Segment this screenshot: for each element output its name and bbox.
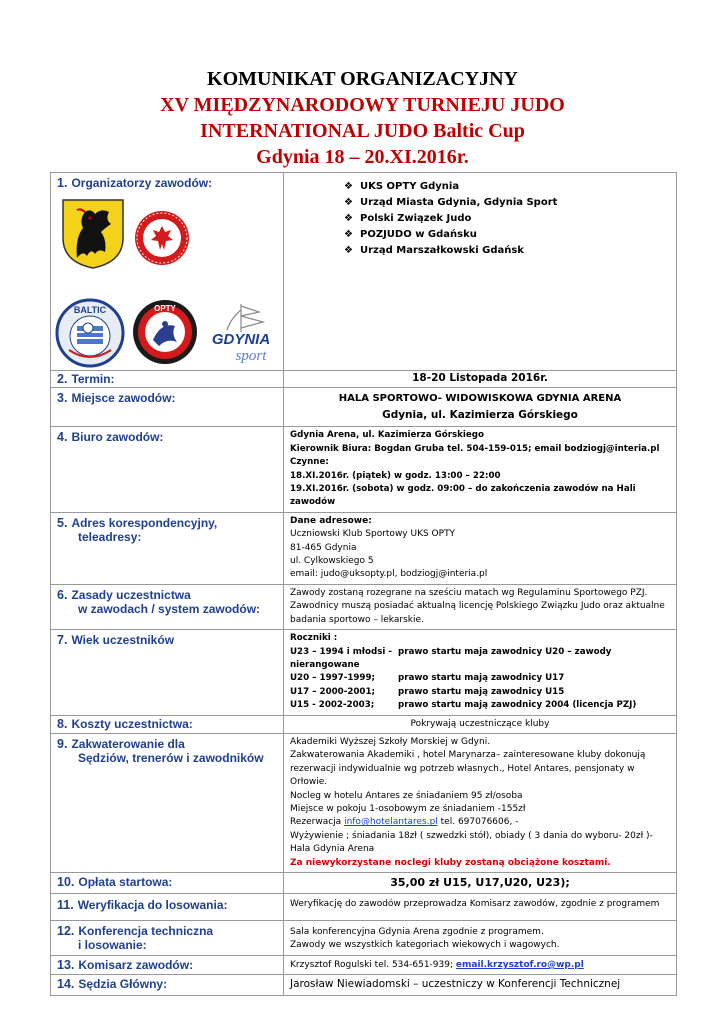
table-row: 6. Zasady uczestnictwa w zawodach / system zawodów: Zawody zostaną rozegrane na sześciu matach wg Regulaminu Sportowego PZJ. Zawodnicy muszą posiadać aktualną licencję Polskiego Związku Judo oraz aktualne badania sportowo – lekarskie.: [51, 584, 677, 629]
table-row: 14. Sędzia Główny: Jarosław Niewiadomski – uczestniczy w Konferencji Technicznej: [51, 975, 677, 996]
table-row: 12. Konferencja techniczna i losowanie: Sala konferencyjna Gdynia Arena zgodnie z programem. Zawody we wszystkich kategoriach wiekowych i wagowych.: [51, 921, 677, 956]
address-value: Dane adresowe: Uczniowski Klub Sportowy UKS OPTY 81-465 Gdynia ul. Cylkowskiego 5 email: judo@uksopty.pl, bodziogj@interia.pl: [290, 515, 488, 580]
section-label: Sędzia Główny:: [78, 977, 168, 992]
section-label: Miejsce zawodów:: [71, 391, 176, 406]
section-label: Organizatorzy zawodów:: [71, 176, 213, 190]
section-label: Biuro zawodów:: [71, 430, 164, 445]
section-label: Koszty uczestnictwa:: [71, 716, 193, 731]
table-row: 7. Wiek uczestników Roczniki : U23 – 1994 i młodsi - prawo startu maja zawodnicy U20 – zawody nierangowane U20 – 1997-1999; prawo startu mają zawodnicy U17 U17 – 2000-2001; prawo startu mają zawodnicy U15 U15 - 2002-2003; prawo startu mają zawodnicy 2004 (licencja PZJ): [51, 630, 677, 715]
section-label: Komisarz zawodów:: [78, 958, 194, 972]
logos-area: [51, 190, 283, 370]
table-row: 10. Opłata startowa: 35,00 zł U15, U17,U20, U23);: [51, 873, 677, 894]
table-row: 4. Biuro zawodów: Gdynia Arena, ul. Kazimierza Górskiego Kierownik Biura: Bogdan Gruba tel. 504-159-015; email bodziogj@interia.pl Czynne: 18.XI.2016r. (piątek) w godz. 13:00 – 22:00 19.XI.2016r. (sobota) w godz. 09:00 – do zakończenia zawodów na Hali zawodów: [51, 427, 677, 512]
header-tournament: XV MIĘDZYNARODOWY TURNIEJU JUDO: [160, 94, 565, 116]
header-title: KOMUNIKAT ORGANIZACYJNY: [207, 68, 518, 90]
svg-text:GDYNIA: GDYNIA: [211, 331, 271, 348]
organizers-list: [284, 173, 676, 259]
dates-value: 18-20 Listopada 2016r.: [412, 372, 548, 384]
accommodation-value: Akademiki Wyższej Szkoły Morskiej w Gdyni. Zakwaterowania Akademiki , hotel Marynarza– zainteresowane kluby dokonują rezerwacji indywidualnie wg potrzeb własnych., Hotel Antares, pensjonaty w Orłowie. Nocleg w hotelu Antares ze śniadaniem 95 zł/osoba Miejsce w pokoju 1-osobowym ze śniadaniem -155zł Rezerwacja info@hotelantares.pl tel. 697076606, - Wyżywienie ; śniadania 18zł ( szwedzki stół), obiady ( 3 dania do wyboru- 20zł )- Hala Gdynia Arena Za niewykorzystane noclegi kluby zostaną obciążone kosztami.: [284, 734, 676, 872]
pzj-logo: [133, 208, 191, 268]
organizers-value-cell: [284, 173, 677, 371]
commissioner-email-link[interactable]: email.krzysztof.ro@wp.pl: [455, 960, 584, 970]
fee-value: 35,00 zł U15, U17,U20, U23);: [390, 876, 570, 889]
header-dates: Gdynia 18 – 20.XI.2016r.: [256, 146, 469, 168]
section-label: Zakwaterowanie dla: [71, 736, 185, 751]
list-item: ❖ Polski Związek Judo: [344, 211, 676, 227]
section-label: Konferencja techniczna: [78, 924, 214, 938]
section-label: Adres korespondencyjny,: [71, 515, 218, 530]
table-row: 13. Komisarz zawodów: Krzysztof Rogulski tel. 534-651-939; email.krzysztof.ro@wp.pl: [51, 956, 677, 975]
table-row: 3. Miejsce zawodów: HALA SPORTOWO- WIDOWISKOWA GDYNIA ARENA Gdynia, ul. Kazimierza Górskiego: [51, 388, 677, 427]
warning-text: Za niewykorzystane noclegi kluby zostaną obciążone kosztami.: [290, 857, 611, 868]
opty-logo: [131, 298, 199, 366]
table-row: 5. Adres korespondencyjny, teleadresy: Dane adresowe: Uczniowski Klub Sportowy UKS OPTY 81-465 Gdynia ul. Cylkowskiego 5 email: judo@uksopty.pl, bodziogj@interia.pl: [51, 512, 677, 584]
age-value: Roczniki : U23 – 1994 i młodsi - prawo startu maja zawodnicy U20 – zawody nierangowane U20 – 1997-1999; prawo startu mają zawodnicy U17 U17 – 2000-2001; prawo startu mają zawodnicy U15 U15 - 2002-2003; prawo startu mają zawodnicy 2004 (licencja PZJ): [290, 633, 637, 711]
table-row: 2. Termin: 18-20 Listopada 2016r.: [51, 371, 677, 388]
section-label: Zasady uczestnictwa: [71, 587, 191, 602]
section-label: Wiek uczestników: [71, 633, 175, 648]
hotel-email-link[interactable]: info@hotelantares.pl: [344, 817, 438, 828]
diamond-bullet-icon: ❖: [344, 213, 353, 224]
rules-value: Zawody zostaną rozegrane na sześciu matach wg Regulaminu Sportowego PZJ. Zawodnicy muszą posiadać aktualną licencję Polskiego Związku Judo oraz aktualne badania sportowo – lekarskie.: [290, 587, 665, 625]
griffin-logo: [61, 198, 125, 270]
table-row: 9. Zakwaterowanie dla Sędziów, trenerów i zawodników Akademiki Wyższej Szkoły Morskiej w Gdyni. Zakwaterowania Akademiki , hotel Marynarza– zainteresowane kluby dokonują rezerwacji indywidualnie wg potrzeb własnych., Hotel Antares, pensjonaty w Orłowie. Nocleg w hotelu Antares ze śniadaniem 95 zł/osoba Miejsce w pokoju 1-osobowym ze śniadaniem -155zł Rezerwacja info@hotelantares.pl tel. 697076606, - Wyżywienie ; śniadania 18zł ( szwedzki stół), obiady ( 3 dania do wyboru- 20zł )- Hala Gdynia Arena Za niewykorzystane noclegi kluby zostaną obciążone kosztami.: [51, 733, 677, 872]
diamond-bullet-icon: ❖: [344, 245, 353, 256]
section-label: Termin:: [71, 372, 115, 386]
section-label: Weryfikacja do losowania:: [77, 898, 228, 912]
conference-value: Sala konferencyjna Gdynia Arena zgodnie z programem. Zawody we wszystkich kategoriach wiekowych i wagowych.: [290, 927, 560, 951]
list-item: ❖ POZJUDO w Gdańsku: [344, 227, 676, 243]
costs-value: Pokrywają uczestniczące kluby: [410, 718, 550, 729]
table-row: [51, 173, 677, 371]
svg-text:sport: sport: [235, 348, 267, 364]
info-table: [50, 172, 677, 996]
list-item: ❖ Urząd Miasta Gdynia, Gdynia Sport: [344, 195, 676, 211]
section-number: 1.: [57, 176, 68, 190]
list-item: ❖ UKS OPTY Gdynia: [344, 179, 676, 195]
list-item: ❖ Urząd Marszałkowski Gdańsk: [344, 243, 676, 259]
venue-value: HALA SPORTOWO- WIDOWISKOWA GDYNIA ARENA Gdynia, ul. Kazimierza Górskiego: [338, 393, 622, 422]
section-label: Opłata startowa:: [78, 875, 173, 889]
gdynia-sport-logo: [201, 302, 279, 368]
table-row: 11. Weryfikacja do losowania: Weryfikację do zawodów przeprowadza Komisarz zawodów, zgodnie z programem: [51, 894, 677, 921]
chief-referee-value: Jarosław Niewiadomski – uczestniczy w Konferencji Technicznej: [290, 978, 621, 991]
baltic-logo: [55, 298, 125, 368]
diamond-bullet-icon: ❖: [344, 181, 353, 192]
svg-text:OPTY: OPTY: [154, 304, 176, 313]
document-header: [0, 66, 725, 170]
table-row: 8. Koszty uczestnictwa: Pokrywają uczestniczące kluby: [51, 715, 677, 733]
diamond-bullet-icon: ❖: [344, 229, 353, 240]
header-cup: INTERNATIONAL JUDO Baltic Cup: [200, 120, 525, 142]
svg-text:BALTIC: BALTIC: [73, 305, 107, 315]
organizers-label-cell: [51, 173, 284, 371]
office-value: Gdynia Arena, ul. Kazimierza Górskiego Kierownik Biura: Bogdan Gruba tel. 504-159-015; email bodziogj@interia.pl Czynne: 18.XI.2016r. (piątek) w godz. 13:00 – 22:00 19.XI.2016r. (sobota) w godz. 09:00 – do zakończenia zawodów na Hali zawodów: [290, 430, 660, 508]
verification-value: Weryfikację do zawodów przeprowadza Komisarz zawodów, zgodnie z programem: [290, 899, 660, 909]
diamond-bullet-icon: ❖: [344, 197, 353, 208]
commissioner-value: Krzysztof Rogulski tel. 534-651-939; email.krzysztof.ro@wp.pl: [290, 960, 584, 970]
